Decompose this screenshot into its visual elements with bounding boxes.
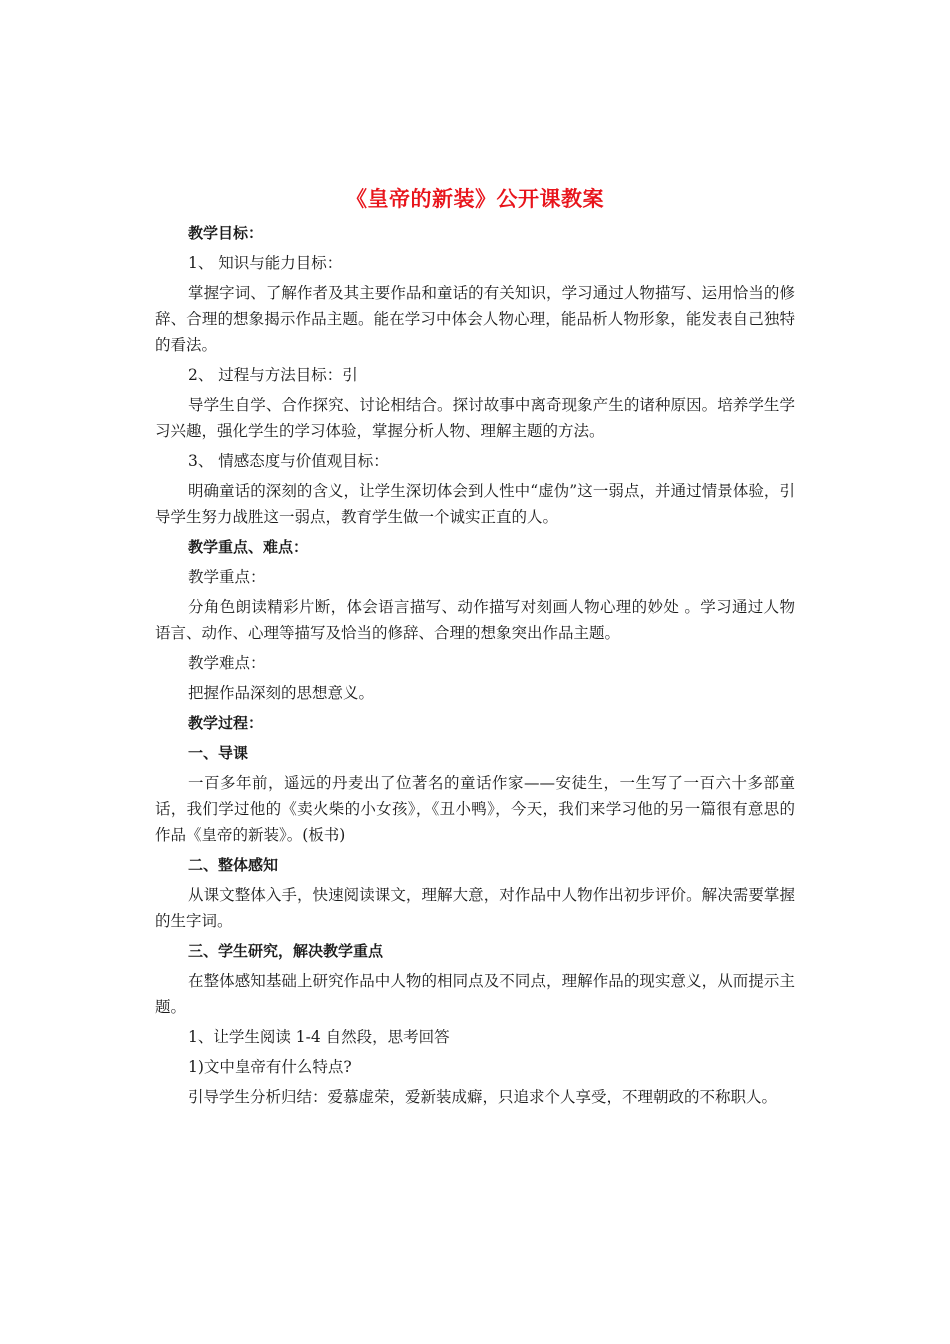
goal-1-paragraph: 掌握字词、了解作者及其主要作品和童话的有关知识，学习通过人物描写、运用恰当的修辞、合理的想象揭示作品主题。能在学习中体会人物心理，能品析人物形象，能发表自己独特的看法。 xyxy=(155,284,795,354)
step-2-paragraph: 从课文整体入手，快速阅读课文，理解大意，对作品中人物作出初步评价。解决需要掌握的生字词。 xyxy=(155,886,795,930)
step-3-question-1: 1)文中皇帝有什么特点? xyxy=(188,1058,352,1076)
step-3-paragraph: 在整体感知基础上研究作品中人物的相同点及不同点，理解作品的现实意义，从而提示主题。 xyxy=(155,972,795,1016)
step-3-item-1: 1、让学生阅读 1-4 自然段，思考回答 xyxy=(188,1028,450,1046)
key-point-paragraph: 分角色朗读精彩片断，体会语言描写、动作描写对刻画人物心理的妙处 。学习通过人物语言、动作、心理等描写及恰当的修辞、合理的想象突出作品主题。 xyxy=(155,598,795,642)
difficulty-label: 教学难点： xyxy=(188,654,266,672)
process-heading: 教学过程： xyxy=(188,714,264,732)
goal-3-heading: 3、 情感态度与价值观目标： xyxy=(188,452,389,470)
document-title: 《皇帝的新装》公开课教案 xyxy=(346,187,604,211)
goal-2-heading: 2、 过程与方法目标：引 xyxy=(188,366,358,384)
key-point-label: 教学重点： xyxy=(188,568,266,586)
goal-3-paragraph: 明确童话的深刻的含义，让学生深切体会到人性中“虚伪”这一弱点，并通过情景体验，引导学生努力战胜这一弱点，教育学生做一个诚实正直的人。 xyxy=(155,482,795,526)
document-body xyxy=(155,220,795,1114)
step-3-heading: 三、学生研究，解决教学重点 xyxy=(188,942,384,960)
goal-1-heading: 1、 知识与能力目标： xyxy=(188,254,343,272)
key-points-heading: 教学重点、难点： xyxy=(188,538,309,556)
step-1-heading: 一、导课 xyxy=(188,744,249,762)
goals-heading: 教学目标： xyxy=(188,224,264,242)
step-2-heading: 二、整体感知 xyxy=(188,856,279,874)
goal-2-paragraph: 导学生自学、合作探究、讨论相结合。探讨故事中离奇现象产生的诸种原因。培养学生学习兴趣，强化学生的学习体验，掌握分析人物、理解主题的方法。 xyxy=(155,396,795,440)
step-3-answer-1: 引导学生分析归结：爱慕虚荣，爱新装成癖，只追求个人享受，不理朝政的不称职人。 xyxy=(188,1088,778,1106)
step-1-paragraph: 一百多年前，遥远的丹麦出了位著名的童话作家——安徒生，一生写了一百六十多部童话，我们学过他的《卖火柴的小女孩》，《丑小鸭》，今天，我们来学习他的另一篇很有意思的作品《皇帝的新装》。(板书) xyxy=(155,774,795,844)
difficulty-paragraph: 把握作品深刻的思想意义。 xyxy=(188,684,375,702)
